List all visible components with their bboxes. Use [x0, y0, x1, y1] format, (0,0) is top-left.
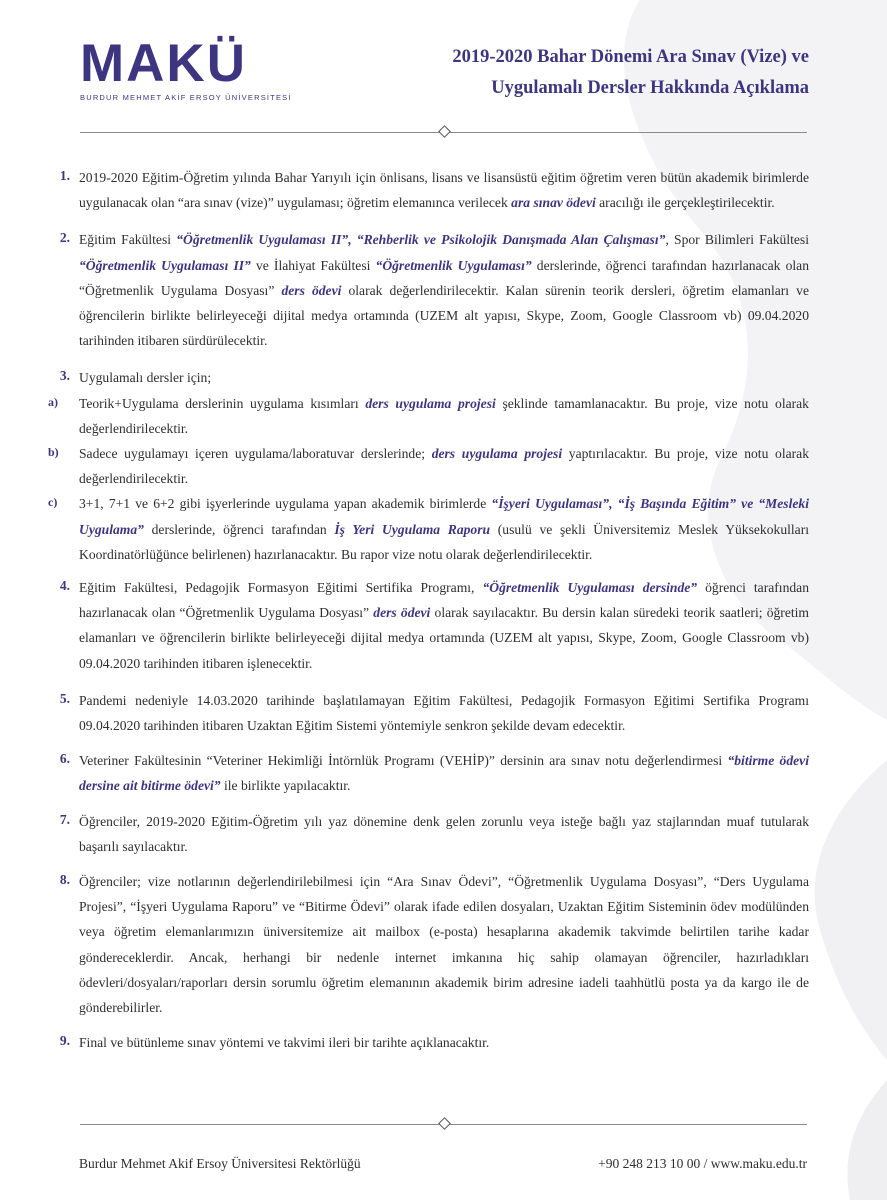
list-item	[0, 688, 887, 738]
list-item-text	[79, 809, 809, 859]
logo-subtitle: BURDUR MEHMET AKİF ERSOY ÜNİVERSİTESİ	[80, 93, 292, 102]
emphasized-text: ara sınav ödevi	[511, 195, 596, 211]
list-item-number: 5.	[59, 690, 70, 706]
list-item	[0, 869, 887, 1020]
emphasized-text: ders ödevi	[373, 605, 431, 621]
list-item-text	[79, 748, 809, 798]
list-item-number: 3.	[59, 368, 70, 384]
list-item	[0, 365, 887, 567]
list-item-number: 4.	[59, 578, 70, 594]
sub-list-item	[0, 391, 887, 441]
text-run: 3+1, 7+1 ve 6+2 gibi işyerlerinde uygulama yapan akademik birimlerde	[79, 496, 492, 512]
emphasized-text: “Öğretmenlik Uygulaması dersinde”	[482, 580, 698, 596]
text-run: olarak sayılacaktır. Bu dersin kalan süredeki teorik saatleri; öğretim elamanları ve öğrencilerin birlikte belirleyeceği dijital medya ortamında (UZEM alt yapısı, Skype, Zoom, Google Classroom vb) 09.04.2020 tarihinden itibaren işlenecektir.	[79, 605, 809, 671]
emphasized-text: ders ödevi	[281, 282, 342, 298]
list-item	[0, 809, 887, 859]
list-item-text	[79, 575, 809, 676]
text-run: Final ve bütünleme sınav yöntemi ve takvimi ileri bir tarihte açıklanacaktır.	[79, 1035, 490, 1051]
emphasized-text: “Öğretmenlik Uygulaması II”	[79, 257, 251, 273]
sub-list-item-label: b)	[48, 445, 59, 460]
text-run: Teorik+Uygulama derslerinin uygulama kısımları	[79, 395, 366, 411]
text-run: derslerinde, öğrenci tarafından hazırlanacak olan “Öğretmenlik Uygulama Dosyası”	[79, 257, 809, 298]
text-run: Eğitim Fakültesi, Pedagojik Formasyon Eğitimi Sertifika Programı,	[79, 580, 483, 596]
text-run: öğrenci tarafından hazırlanacak olan “Öğretmenlik Uygulama Dosyası”	[79, 580, 809, 621]
list-item-text	[79, 165, 809, 215]
list-item-number: 2.	[59, 230, 70, 246]
text-run: Pandemi nedeniyle 14.03.2020 tarihinde başlatılamayan Eğitim Fakültesi, Pedagojik Formasyon Eğitimi Sertifika Programı 09.04.2020 tarihinden itibaren Uzaktan Eğitim Sistemi yöntemiyle senkron şekilde devam edecektir.	[79, 692, 809, 734]
title-line-1: 2019-2020 Bahar Dönemi Ara Sınav (Vize) ve	[452, 47, 809, 67]
emphasized-text: İş Yeri Uygulama Raporu	[334, 521, 491, 537]
header-divider	[80, 126, 807, 138]
sub-list-item-text	[79, 391, 809, 441]
list-item-number: 9.	[59, 1033, 70, 1049]
text-run: yaptırılacaktır. Bu proje, vize notu olarak değerlendirilecektir.	[79, 446, 809, 487]
text-run: Öğrenciler; vize notlarının değerlendirilebilmesi için “Ara Sınav Ödevi”, “Öğretmenlik Uygulama Dosyası”, “Ders Uygulama Projesi”, “İşyeri Uygulama Raporu” ve “Bitirme Ödevi” olarak ifade edilen dosyaları, Uzaktan Eğitim Sisteminin ödev modülünden veya öğretim elemanlarımızın üniversitemize ait mailbox (e-posta) hesaplarına akademik takvimde belirtilen tarihe kadar göndereceklerdir. Ancak, herhangi bir nedenle internet imkanına hiç sahip olamayan öğrenciler, hazırladıkları ödevleri/dosyaları/raporları dersin sorumlu öğretim elemanının akademik birim adresine iadeli taahhütlü posta ya da kargo ile de gönderebilirler.	[79, 874, 809, 1016]
logo-wordmark: MAKÜ	[80, 34, 247, 93]
text-run: şeklinde tamamlanacaktır. Bu proje, vize notu olarak değerlendirilecektir.	[79, 395, 809, 436]
document-body	[0, 165, 887, 1056]
text-run: (usulü ve şekli Üniversitemiz Meslek Yüksekokulları Koordinatörlüğünce belirlenen) hazırlanacaktır. Bu rapor vize notu olarak değerlendirilecektir.	[79, 521, 810, 562]
sub-list-item-label: a)	[48, 394, 58, 409]
footer-divider	[80, 1118, 807, 1130]
list-item-number: 8.	[59, 872, 70, 888]
emphasized-text: “Öğretmenlik Uygulaması”	[375, 257, 532, 273]
text-run: Eğitim Fakültesi	[79, 232, 177, 248]
diamond-ornament-icon	[438, 1117, 451, 1130]
text-run: , Spor Bilimleri Fakültesi	[665, 232, 809, 248]
list-item-text	[79, 688, 809, 738]
diamond-ornament-icon	[438, 125, 451, 138]
list-item	[0, 575, 887, 676]
list-item-text	[79, 365, 809, 390]
emphasized-text: “İşyeri Uygulaması”, “İş Başında Eğitim” ve “Mesleki Uygulama”	[79, 496, 809, 537]
text-run: olarak değerlendirilecektir. Kalan sürenin teorik dersleri, öğretim elamanları ve öğrencilerin birlikte belirleyeceği dijital medya ortamında (UZEM alt yapısı, Skype, Zoom, Google Classroom vb) 09.04.2020 tarihinden itibaren sürdürülecektir.	[79, 282, 809, 349]
footer-institution: Burdur Mehmet Akif Ersoy Üniversitesi Rektörlüğü	[79, 1156, 361, 1171]
text-run: Veteriner Fakültesinin “Veteriner Hekimliği İntörnlük Programı (VEHİP)” dersinin ara sınav notu değerlendirmesi	[79, 753, 728, 769]
emphasized-text: “bitirme ödevi dersine ait bitirme ödevi”	[79, 753, 809, 794]
text-run: 2019-2020 Eğitim-Öğretim yılında Bahar Yarıyılı için önlisans, lisans ve lisansüstü eğitim öğretim veren bütün akademik birimlerde uygulanacak olan “ara sınav (vize)” uygulaması; öğretim elemanınca verilecek	[79, 170, 809, 211]
sub-list-item	[0, 441, 887, 491]
list-item	[0, 1030, 887, 1055]
list-item	[0, 748, 887, 798]
title-line-2: Uygulamalı Dersler Hakkında Açıklama	[491, 78, 809, 98]
sub-list-item	[0, 491, 887, 567]
emphasized-text: “Öğretmenlik Uygulaması II”, “Rehberlik ve Psikolojik Danışmada Alan Çalışması”	[176, 232, 666, 248]
footer-contact: +90 248 213 10 00 / www.maku.edu.tr	[598, 1156, 807, 1171]
sub-list-item-label: c)	[48, 495, 58, 510]
list-item	[0, 165, 887, 215]
sub-list-item-text	[79, 491, 809, 567]
list-item-text	[79, 1030, 809, 1055]
list-item-text	[79, 227, 809, 353]
document-title	[452, 42, 809, 104]
text-run: Uygulamalı dersler için;	[79, 370, 212, 386]
text-run: ve İlahiyat Fakültesi	[250, 257, 376, 273]
list-item-number: 6.	[59, 751, 70, 767]
sub-list-item-text	[79, 441, 809, 491]
university-logo	[80, 34, 292, 102]
list-item-text	[79, 869, 809, 1020]
list-item-number: 7.	[59, 811, 70, 827]
text-run: aracılığı ile gerçekleştirilecektir.	[595, 195, 775, 211]
text-run: derslerinde, öğrenci tarafından	[143, 521, 335, 537]
text-run: Öğrenciler, 2019-2020 Eğitim-Öğretim yılı yaz dönemine denk gelen zorunlu veya isteğe bağlı yaz stajlarından muaf tutularak başarılı sayılacaktır.	[79, 813, 809, 854]
list-item-number: 1.	[59, 168, 70, 183]
emphasized-text: ders uygulama projesi	[365, 395, 496, 411]
list-item	[0, 227, 887, 353]
text-run: Sadece uygulamayı içeren uygulama/laboratuvar derslerinde;	[79, 446, 432, 462]
emphasized-text: ders uygulama projesi	[431, 446, 563, 462]
text-run: ile birlikte yapılacaktır.	[220, 778, 351, 794]
